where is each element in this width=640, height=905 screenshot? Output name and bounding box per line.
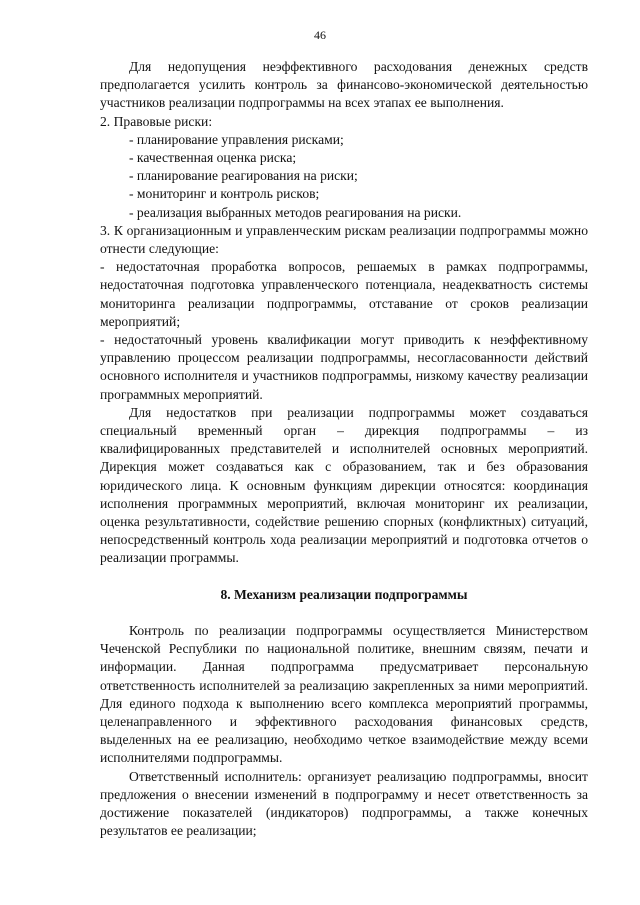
paragraph: 3. К организационным и управленческим рискам реализации подпрограммы можно отнести следующие: <box>100 222 588 257</box>
section-heading: 8. Механизм реализации подпрограммы <box>220 586 468 602</box>
paragraph: Контроль по реализации подпрограммы осуществляется Министерством Чеченской Республики по национальной политике, внешним связям, печати и информации. Данная подпрограмма предусматривает персональную ответственность исполнителей за реализацию закрепленных за ними мероприятий. Для единого подхода к выполнению всего комплекса мероприятий программы, целенаправленного и эффективного расходования финансовых средств, выделенных на ее реализацию, необходимо четкое взаимодействие между всеми исполнителями подпрограммы. <box>100 622 588 766</box>
page-number: 46 <box>314 28 326 42</box>
list-item: - реализация выбранных методов реагирования на риски. <box>129 204 462 220</box>
paragraph: 2. Правовые риски: <box>100 113 213 129</box>
paragraph: Для недопущения неэффективного расходования денежных средств предполагается усилить контроль за финансово-экономической деятельностью участников реализации подпрограммы на всех этапах ее выполнения. <box>100 59 588 111</box>
document-body <box>100 58 588 840</box>
paragraph: Для недостатков при реализации подпрограммы может создаваться специальный временный орган – дирекция подпрограммы – из квалифицированных представителей и исполнителей основных мероприятий. Дирекция может создаваться как с образованием, так и без образования юридического лица. К основным функциям дирекции относятся: координация исполнения программных мероприятий, включая мониторинг их реализации, оценка результативности, содействие решению спорных (конфликтных) ситуаций, непосредственный контроль хода реализации мероприятий и подготовка отчетов о реализации программы. <box>100 404 588 566</box>
paragraph: Ответственный исполнитель: организует реализацию подпрограммы, вносит предложения о внесении изменений в подпрограмму и несет ответственность за достижение показателей (индикаторов) подпрограммы, а также конечных результатов ее реализации; <box>100 768 588 839</box>
section-body <box>100 622 588 840</box>
list-item: - планирование реагирования на риски; <box>129 168 358 184</box>
list-item: - качественная оценка риска; <box>129 150 297 166</box>
list-item: - планирование управления рисками; <box>129 131 344 147</box>
paragraph: - недостаточная проработка вопросов, решаемых в рамках подпрограммы, недостаточная подготовка управленческого потенциала, неадекватность системы мониторинга реализации подпрограммы, отставание от сроков реализации мероприятий; <box>100 259 588 329</box>
paragraph: - недостаточный уровень квалификации могут приводить к неэффективному управлению процессом реализации подпрограммы, несогласованности действий основного исполнителя и участников подпрограммы, низкому качеству реализации программных мероприятий. <box>100 332 588 402</box>
list-item: - мониторинг и контроль рисков; <box>129 186 320 202</box>
